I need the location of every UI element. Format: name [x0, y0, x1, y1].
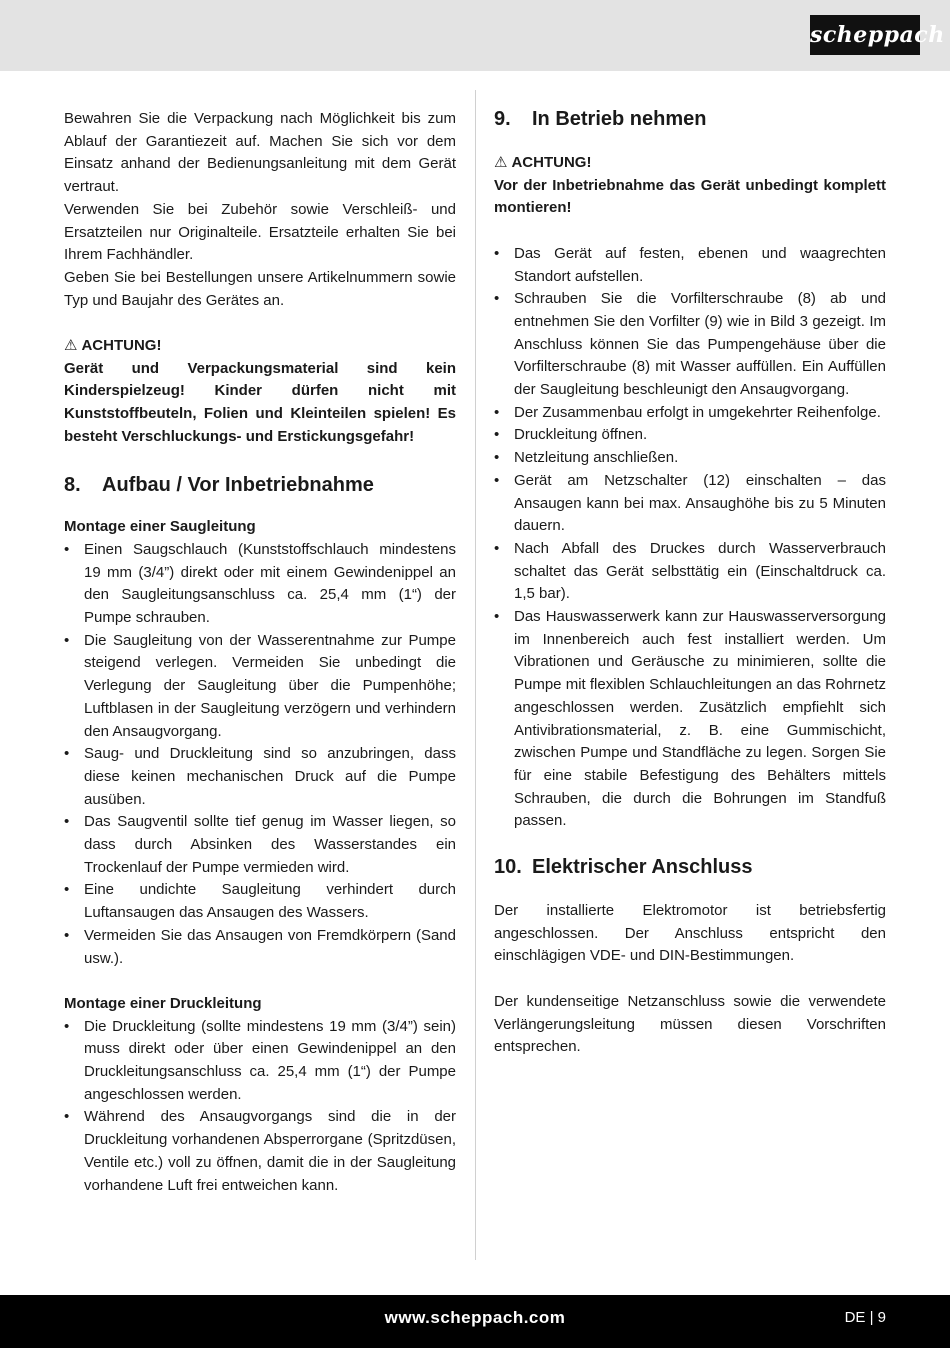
- intro-paragraph-2: Verwenden Sie bei Zubehör sowie Verschleiß- und Ersatzteilen nur Originalteile. Ersatzteile erhalten Sie bei Ihrem Fachhändler.: [64, 200, 456, 264]
- footer-bar: [0, 1295, 950, 1348]
- list-item: • Der Zusammenbau erfolgt in umgekehrter Reihenfolge.: [494, 402, 886, 425]
- list-item: • Die Saugleitung von der Wasserentnahme zur Pumpe steigend verlegen. Vermeiden Sie unbedingt die Verlegung der Saugleitung über die Pumpenhöhe; Luftblasen in der Saugleitung verzögern und verhindern den Ansaugvorgang.: [64, 630, 456, 744]
- section-9-title: In Betrieb nehmen: [532, 108, 707, 130]
- section-10-title: Elektrischer Anschluss: [532, 856, 753, 879]
- list-item: • Schrauben Sie die Vorfilterschraube (8) ab und entnehmen Sie den Vorfilter (9) wie in Bild 3 gezeigt. Im Anschluss können Sie das Pumpengehäuse über die Vorfilterschraube (8) mit Wasser auffüllen. Ein Auffüllen der Saugleitung beschleunigt den Ansaugvorgang.: [494, 288, 886, 402]
- right-column: [494, 108, 886, 1059]
- warning-icon: ⚠: [494, 154, 508, 171]
- pressure-line-subheading: Montage einer Druckleitung: [64, 994, 262, 1012]
- footer-website-link[interactable]: www.scheppach.com: [384, 1308, 566, 1327]
- operation-list: [494, 243, 886, 833]
- warning-title: ACHTUNG!: [81, 337, 162, 355]
- suction-line-subheading: Montage einer Saugleitung: [64, 518, 256, 536]
- left-column: [64, 108, 456, 1197]
- section-9-number: 9.: [494, 108, 511, 130]
- section-9-heading: [494, 105, 886, 133]
- header-band: [0, 0, 950, 71]
- list-item: • Netzleitung anschließen.: [494, 447, 886, 470]
- list-item: • Eine undichte Saugleitung verhindert durch Luftansaugen das Ansaugen des Wassers.: [64, 879, 456, 924]
- scheppach-logo: scheppach: [810, 15, 920, 55]
- page-number: DE | 9: [844, 1309, 886, 1326]
- electrical-paragraph-2: Der kundenseitige Netzanschluss sowie die verwendete Verlängerungsleitung müssen diesen Vorschriften entsprechen.: [494, 992, 886, 1056]
- suction-line-list: [64, 539, 456, 970]
- list-item: • Das Gerät auf festen, ebenen und waagrechten Standort aufstellen.: [494, 243, 886, 288]
- warning-heading: [494, 152, 886, 175]
- intro-paragraph-1: Bewahren Sie die Verpackung nach Möglichkeit bis zum Ablauf der Garantiezeit auf. Machen Sie sich vor dem Einsatz anhand der Bedienungsanleitung mit dem Gerät vertraut.: [64, 110, 456, 196]
- list-item: • Vermeiden Sie das Ansaugen von Fremdkörpern (Sand usw.).: [64, 925, 456, 970]
- electrical-paragraph-1: Der installierte Elektromotor ist betriebsfertig angeschlossen. Der Anschluss entspricht den einschlägigen VDE- und DIN-Bestimmungen.: [494, 902, 886, 965]
- section-10-heading: [494, 853, 886, 881]
- list-item: • Druckleitung öffnen.: [494, 424, 886, 447]
- list-item: • Das Saugventil sollte tief genug im Wasser liegen, so dass durch Absinken des Wasserstandes ein Trockenlauf der Pumpe vermieden wird.: [64, 811, 456, 879]
- pressure-line-list: [64, 1016, 456, 1198]
- section-10-number: 10.: [494, 856, 522, 879]
- list-item: • Nach Abfall des Druckes durch Wasserverbrauch schaltet das Gerät selbsttätig ein (Einschaltdruck ca. 1,5 bar).: [494, 538, 886, 606]
- list-item: • Das Hauswasserwerk kann zur Hauswasserversorgung im Innenbereich auch fest installiert werden. Um Vibrationen und Geräusche zu minimieren, sollte die Pumpe mit flexiblen Schlauchleitungen an das Rohrnetz angeschlossen werden. Zusätzlich empfiehlt sich Antivibrationsmaterial, z. B. eine Gummischicht, zwischen Pumpe und Standfläche zu legen. Sorgen Sie für eine stabile Befestigung des Behälters mittels Schrauben, die durch die Bohrungen im Standfuß passen.: [494, 606, 886, 833]
- column-divider: [475, 90, 476, 1260]
- warning-icon: ⚠: [64, 337, 78, 355]
- warning-text: Vor der Inbetriebnahme das Gerät unbedingt komplett montieren!: [494, 176, 886, 217]
- list-item: • Saug- und Druckleitung sind so anzubringen, dass diese keinen mechanischen Druck auf die Pumpe ausüben.: [64, 743, 456, 811]
- warning-heading: [64, 335, 456, 358]
- warning-title: ACHTUNG!: [511, 154, 592, 171]
- list-item: • Einen Saugschlauch (Kunststoffschlauch mindestens 19 mm (3/4”) direkt oder mit einem Gewindenippel an den Saugleitungsanschluss ca. 25,4 mm (1“) der Pumpe schrauben.: [64, 539, 456, 630]
- list-item: • Während des Ansaugvorgangs sind die in der Druckleitung vorhandenen Absperrorgane (Spritzdüsen, Ventile etc.) voll zu öffnen, damit die in der Saugleitung vorhandene Luft frei entweichen kann.: [64, 1106, 456, 1197]
- section-8-number: 8.: [64, 474, 81, 497]
- intro-paragraph-3: Geben Sie bei Bestellungen unsere Artikelnummern sowie Typ und Baujahr des Gerätes an.: [64, 268, 456, 309]
- list-item: • Die Druckleitung (sollte mindestens 19 mm (3/4”) sein) muss direkt oder über einen Gewindenippel an den Druckleitungsanschluss ca. 25,4 mm (1“) der Pumpe angeschlossen werden.: [64, 1016, 456, 1107]
- section-8-heading: [64, 471, 456, 499]
- list-item: • Gerät am Netzschalter (12) einschalten – das Ansaugen kann bei max. Ansaughöhe bis zu 5 Minuten dauern.: [494, 470, 886, 538]
- warning-text: Gerät und Verpackungsmaterial sind kein Kinderspielzeug! Kinder dürfen nicht mit Kunststoffbeuteln, Folien und Kleinteilen spielen! Es besteht Verschluckungs- und Erstickungsgefahr!: [64, 359, 456, 445]
- section-8-title: Aufbau / Vor Inbetriebnahme: [102, 474, 374, 497]
